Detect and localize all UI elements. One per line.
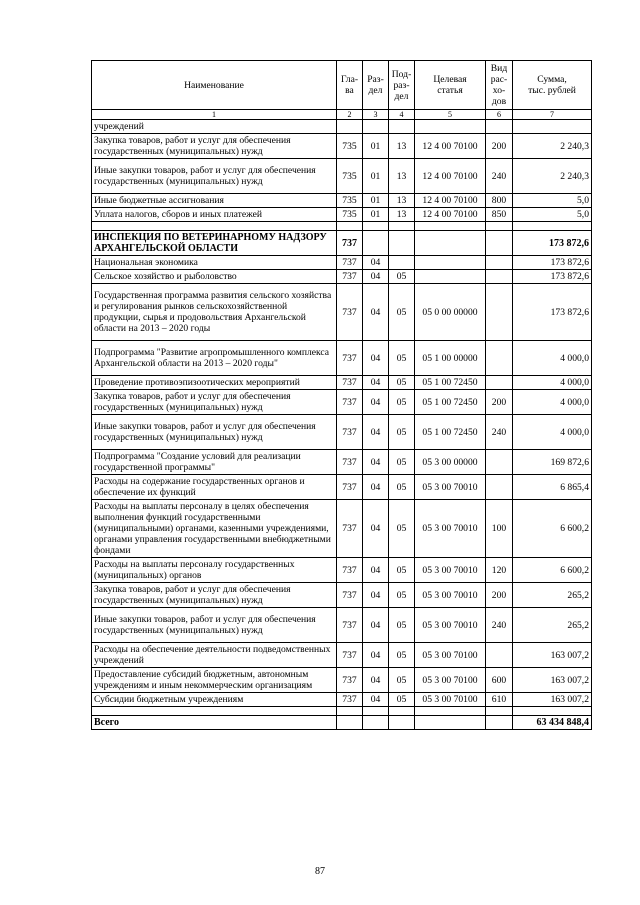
empty-cell: [389, 222, 415, 231]
cell-target: 05 3 00 70100: [415, 693, 486, 707]
table-row: [92, 270, 592, 284]
cell-sum: 4 000,0: [513, 390, 592, 415]
column-number: 4: [389, 110, 415, 120]
empty-cell: [415, 222, 486, 231]
cell-razdel: 04: [363, 284, 389, 341]
table-row: [92, 558, 592, 583]
cell-glava: 737: [337, 270, 363, 284]
cell-name: Иные закупки товаров, работ и услуг для обеспечения государственных (муниципальных) нужд: [92, 159, 337, 194]
column-number: 5: [415, 110, 486, 120]
cell-sum: 5,0: [513, 194, 592, 208]
cell-name: Закупка товаров, работ и услуг для обеспечения государственных (муниципальных) нужд: [92, 134, 337, 159]
cell-sum: 4 000,0: [513, 415, 592, 450]
cell-razdel: 01: [363, 208, 389, 222]
table-row: [92, 208, 592, 222]
header-podrazdel: Под- раз- дел: [389, 61, 415, 110]
cell-vid: [486, 120, 513, 134]
cell-glava: 737: [337, 500, 363, 558]
cell-target: 05 1 00 72450: [415, 390, 486, 415]
column-number: 3: [363, 110, 389, 120]
table-row: [92, 284, 592, 341]
header-name: Наименование: [92, 61, 337, 110]
cell-target: 05 1 00 72450: [415, 415, 486, 450]
empty-cell: [415, 707, 486, 716]
cell-sum: 163 007,2: [513, 668, 592, 693]
cell-razdel: 01: [363, 159, 389, 194]
table-row: [92, 159, 592, 194]
table-row: [92, 134, 592, 159]
cell-name: Расходы на выплаты персоналу в целях обеспечения выполнения функций государственными (муниципальными) органами, казенными учреждениями, органами управления государственными внебюджетными фондами: [92, 500, 337, 558]
cell-target: [415, 716, 486, 730]
cell-glava: 737: [337, 475, 363, 500]
cell-podrazdel: 05: [389, 693, 415, 707]
cell-razdel: 04: [363, 668, 389, 693]
cell-target: 05 3 00 00000: [415, 450, 486, 475]
cell-razdel: 04: [363, 693, 389, 707]
cell-vid: [486, 376, 513, 390]
cell-name: Закупка товаров, работ и услуг для обеспечения государственных (муниципальных) нужд: [92, 583, 337, 608]
cell-vid: [486, 450, 513, 475]
empty-cell: [363, 707, 389, 716]
column-number: 7: [513, 110, 592, 120]
cell-name: Иные бюджетные ассигнования: [92, 194, 337, 208]
cell-vid: 610: [486, 693, 513, 707]
column-number: 1: [92, 110, 337, 120]
cell-target: 05 3 00 70100: [415, 668, 486, 693]
cell-name: ИНСПЕКЦИЯ ПО ВЕТЕРИНАРНОМУ НАДЗОРУ АРХАНГЕЛЬСКОЙ ОБЛАСТИ: [92, 231, 337, 256]
cell-target: 05 3 00 70010: [415, 608, 486, 643]
cell-razdel: 01: [363, 134, 389, 159]
table-row: [92, 500, 592, 558]
table-row: [92, 341, 592, 376]
cell-vid: [486, 256, 513, 270]
cell-glava: 735: [337, 208, 363, 222]
cell-glava: 737: [337, 668, 363, 693]
cell-name: Расходы на выплаты персоналу государственных (муниципальных) органов: [92, 558, 337, 583]
cell-vid: 200: [486, 134, 513, 159]
table-row: [92, 643, 592, 668]
cell-sum: 4 000,0: [513, 376, 592, 390]
cell-sum: 2 240,3: [513, 159, 592, 194]
cell-podrazdel: 05: [389, 558, 415, 583]
cell-razdel: 04: [363, 450, 389, 475]
cell-sum: 163 007,2: [513, 693, 592, 707]
table-row: [92, 693, 592, 707]
cell-glava: 737: [337, 450, 363, 475]
cell-vid: 120: [486, 558, 513, 583]
cell-name: Государственная программа развития сельского хозяйства и регулирования рынков сельскохозяйственной продукции, сырья и продовольствия Архангельской области на 2013 – 2020 годы: [92, 284, 337, 341]
cell-target: 12 4 00 70100: [415, 208, 486, 222]
cell-target: 05 1 00 00000: [415, 341, 486, 376]
table-row: [92, 716, 592, 730]
cell-glava: 737: [337, 608, 363, 643]
cell-glava: 735: [337, 159, 363, 194]
cell-razdel: 04: [363, 500, 389, 558]
cell-glava: 737: [337, 390, 363, 415]
cell-podrazdel: 05: [389, 450, 415, 475]
cell-vid: [486, 475, 513, 500]
cell-razdel: 04: [363, 643, 389, 668]
table-row: [92, 256, 592, 270]
cell-target: 05 0 00 00000: [415, 284, 486, 341]
cell-sum: 163 007,2: [513, 643, 592, 668]
cell-vid: [486, 284, 513, 341]
cell-target: 12 4 00 70100: [415, 159, 486, 194]
spacer-row: [92, 222, 592, 231]
cell-name: Расходы на обеспечение деятельности подведомственных учреждений: [92, 643, 337, 668]
cell-target: 12 4 00 70100: [415, 134, 486, 159]
cell-name: учреждений: [92, 120, 337, 134]
cell-podrazdel: 05: [389, 270, 415, 284]
cell-vid: 800: [486, 194, 513, 208]
empty-cell: [486, 222, 513, 231]
cell-razdel: [363, 716, 389, 730]
cell-glava: 737: [337, 231, 363, 256]
cell-name: Уплата налогов, сборов и иных платежей: [92, 208, 337, 222]
cell-vid: 200: [486, 583, 513, 608]
cell-podrazdel: 05: [389, 668, 415, 693]
cell-razdel: 04: [363, 475, 389, 500]
cell-target: 05 3 00 70010: [415, 500, 486, 558]
header-sum: Сумма, тыс. рублей: [513, 61, 592, 110]
cell-glava: 737: [337, 284, 363, 341]
cell-vid: 240: [486, 608, 513, 643]
cell-sum: 4 000,0: [513, 341, 592, 376]
cell-glava: 737: [337, 643, 363, 668]
empty-cell: [513, 222, 592, 231]
cell-sum: 173 872,6: [513, 256, 592, 270]
cell-name: Субсидии бюджетным учреждениям: [92, 693, 337, 707]
cell-podrazdel: [389, 716, 415, 730]
cell-glava: [337, 120, 363, 134]
table-row: [92, 120, 592, 134]
column-number: 2: [337, 110, 363, 120]
cell-sum: 6 600,2: [513, 558, 592, 583]
cell-podrazdel: 13: [389, 159, 415, 194]
cell-target: [415, 270, 486, 284]
empty-cell: [92, 222, 337, 231]
cell-sum: 63 434 848,4: [513, 716, 592, 730]
table-row: [92, 450, 592, 475]
cell-name: Сельское хозяйство и рыболовство: [92, 270, 337, 284]
cell-name: Всего: [92, 716, 337, 730]
cell-sum: 265,2: [513, 608, 592, 643]
cell-name: Подпрограмма "Создание условий для реализации государственной программы": [92, 450, 337, 475]
table-body: [92, 120, 592, 730]
cell-razdel: 04: [363, 376, 389, 390]
table-row: [92, 231, 592, 256]
cell-sum: 173 872,6: [513, 270, 592, 284]
header-vid: Вид рас- хо- дов: [486, 61, 513, 110]
table-row: [92, 475, 592, 500]
cell-sum: 169 872,6: [513, 450, 592, 475]
table-row: [92, 668, 592, 693]
cell-glava: 735: [337, 194, 363, 208]
cell-razdel: 04: [363, 558, 389, 583]
cell-name: Подпрограмма "Развитие агропромышленного комплекса Архангельской области на 2013 – 2020 годы": [92, 341, 337, 376]
cell-sum: [513, 120, 592, 134]
cell-sum: 265,2: [513, 583, 592, 608]
cell-glava: 737: [337, 376, 363, 390]
table-header-row: [92, 61, 592, 110]
cell-target: 05 3 00 70100: [415, 643, 486, 668]
cell-podrazdel: [389, 256, 415, 270]
cell-podrazdel: 05: [389, 475, 415, 500]
header-glava: Гла- ва: [337, 61, 363, 110]
cell-podrazdel: 05: [389, 608, 415, 643]
empty-cell: [92, 707, 337, 716]
cell-podrazdel: 05: [389, 415, 415, 450]
cell-vid: [486, 341, 513, 376]
cell-sum: 6 600,2: [513, 500, 592, 558]
cell-podrazdel: 05: [389, 390, 415, 415]
cell-razdel: [363, 231, 389, 256]
cell-podrazdel: 05: [389, 341, 415, 376]
cell-name: Национальная экономика: [92, 256, 337, 270]
cell-vid: 200: [486, 390, 513, 415]
cell-razdel: 04: [363, 256, 389, 270]
table-row: [92, 390, 592, 415]
cell-sum: 6 865,4: [513, 475, 592, 500]
cell-glava: 737: [337, 558, 363, 583]
cell-sum: 173 872,6: [513, 231, 592, 256]
cell-name: Предоставление субсидий бюджетным, автономным учреждениям и иным некоммерческим организациям: [92, 668, 337, 693]
cell-glava: 737: [337, 415, 363, 450]
cell-podrazdel: [389, 120, 415, 134]
budget-table: [91, 60, 592, 730]
cell-vid: 850: [486, 208, 513, 222]
cell-podrazdel: 05: [389, 583, 415, 608]
header-razdel: Раз- дел: [363, 61, 389, 110]
cell-vid: [486, 716, 513, 730]
empty-cell: [486, 707, 513, 716]
table-row: [92, 415, 592, 450]
cell-podrazdel: 13: [389, 194, 415, 208]
cell-name: Иные закупки товаров, работ и услуг для обеспечения государственных (муниципальных) нужд: [92, 608, 337, 643]
cell-name: Иные закупки товаров, работ и услуг для обеспечения государственных (муниципальных) нужд: [92, 415, 337, 450]
empty-cell: [389, 707, 415, 716]
cell-vid: 100: [486, 500, 513, 558]
cell-vid: 600: [486, 668, 513, 693]
cell-glava: [337, 716, 363, 730]
cell-glava: 737: [337, 256, 363, 270]
cell-razdel: 04: [363, 608, 389, 643]
cell-razdel: [363, 120, 389, 134]
cell-razdel: 04: [363, 583, 389, 608]
cell-glava: 735: [337, 134, 363, 159]
cell-target: [415, 231, 486, 256]
cell-podrazdel: 05: [389, 376, 415, 390]
cell-podrazdel: [389, 231, 415, 256]
cell-sum: 2 240,3: [513, 134, 592, 159]
cell-target: 05 1 00 72450: [415, 376, 486, 390]
cell-glava: 737: [337, 693, 363, 707]
cell-target: [415, 120, 486, 134]
cell-podrazdel: 05: [389, 500, 415, 558]
cell-glava: 737: [337, 341, 363, 376]
cell-podrazdel: 05: [389, 284, 415, 341]
cell-sum: 5,0: [513, 208, 592, 222]
cell-target: 12 4 00 70100: [415, 194, 486, 208]
empty-cell: [337, 222, 363, 231]
cell-razdel: 04: [363, 270, 389, 284]
cell-razdel: 01: [363, 194, 389, 208]
cell-razdel: 04: [363, 390, 389, 415]
cell-sum: 173 872,6: [513, 284, 592, 341]
cell-target: 05 3 00 70010: [415, 583, 486, 608]
cell-name: Закупка товаров, работ и услуг для обеспечения государственных (муниципальных) нужд: [92, 390, 337, 415]
cell-vid: [486, 270, 513, 284]
header-target: Целевая статья: [415, 61, 486, 110]
cell-podrazdel: 05: [389, 643, 415, 668]
cell-podrazdel: 13: [389, 134, 415, 159]
cell-target: 05 3 00 70010: [415, 475, 486, 500]
cell-vid: 240: [486, 159, 513, 194]
empty-cell: [337, 707, 363, 716]
cell-vid: [486, 643, 513, 668]
table-row: [92, 583, 592, 608]
cell-razdel: 04: [363, 415, 389, 450]
table-row: [92, 608, 592, 643]
cell-name: Расходы на содержание государственных органов и обеспечение их функций: [92, 475, 337, 500]
empty-cell: [363, 222, 389, 231]
document-page: [91, 60, 591, 730]
cell-vid: [486, 231, 513, 256]
cell-target: [415, 256, 486, 270]
column-number: 6: [486, 110, 513, 120]
page-number: 87: [315, 866, 325, 877]
cell-vid: 240: [486, 415, 513, 450]
cell-glava: 737: [337, 583, 363, 608]
empty-cell: [513, 707, 592, 716]
cell-name: Проведение противоэпизоотических мероприятий: [92, 376, 337, 390]
table-row: [92, 194, 592, 208]
cell-podrazdel: 13: [389, 208, 415, 222]
column-number-row: [92, 110, 592, 120]
cell-target: 05 3 00 70010: [415, 558, 486, 583]
table-row: [92, 376, 592, 390]
cell-razdel: 04: [363, 341, 389, 376]
spacer-row: [92, 707, 592, 716]
